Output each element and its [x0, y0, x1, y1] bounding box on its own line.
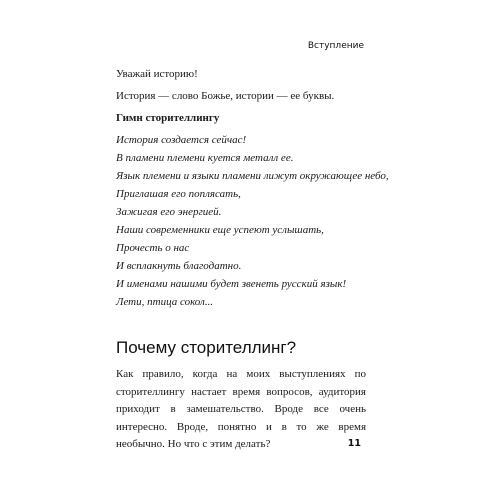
section-heading: Почему сторителлинг? — [116, 338, 297, 357]
poem-line: Лети, птица сокол... — [116, 296, 214, 308]
poem-line: Прочесть о нас — [116, 242, 190, 254]
poem-line: Зажигая его энергией. — [116, 206, 222, 218]
page-number: 11 — [347, 438, 361, 449]
poem-line: Наши современники еще успеют услышать, — [116, 224, 324, 236]
intro-line-1: Уважай историю! — [116, 68, 198, 80]
poem-title: Гимн сторителлингу — [116, 112, 220, 124]
intro-line-2: История — слово Божье, истории — ее буквы. — [116, 90, 335, 102]
poem-line: История создается сейчас! — [116, 134, 247, 146]
poem-line: Приглашая его поплясать, — [116, 188, 241, 200]
section-paragraph: Как правило, когда на моих выступлениях по сторителлингу настает время вопросов, аудитория приходит в замешательство. Вроде все очень интересно. Вроде, понятно и в то же время необычно. Но что с этим делать? — [116, 368, 366, 450]
poem-line: Язык племени и языки пламени лижут окружающее небо, — [116, 170, 389, 182]
running-header: Вступление — [307, 41, 364, 51]
poem-line: И именами нашими будет звенеть русский язык! — [116, 278, 347, 290]
poem-line: И всплакнуть благодатно. — [116, 260, 242, 272]
poem-line: В пламени племени куется металл ее. — [116, 152, 294, 164]
